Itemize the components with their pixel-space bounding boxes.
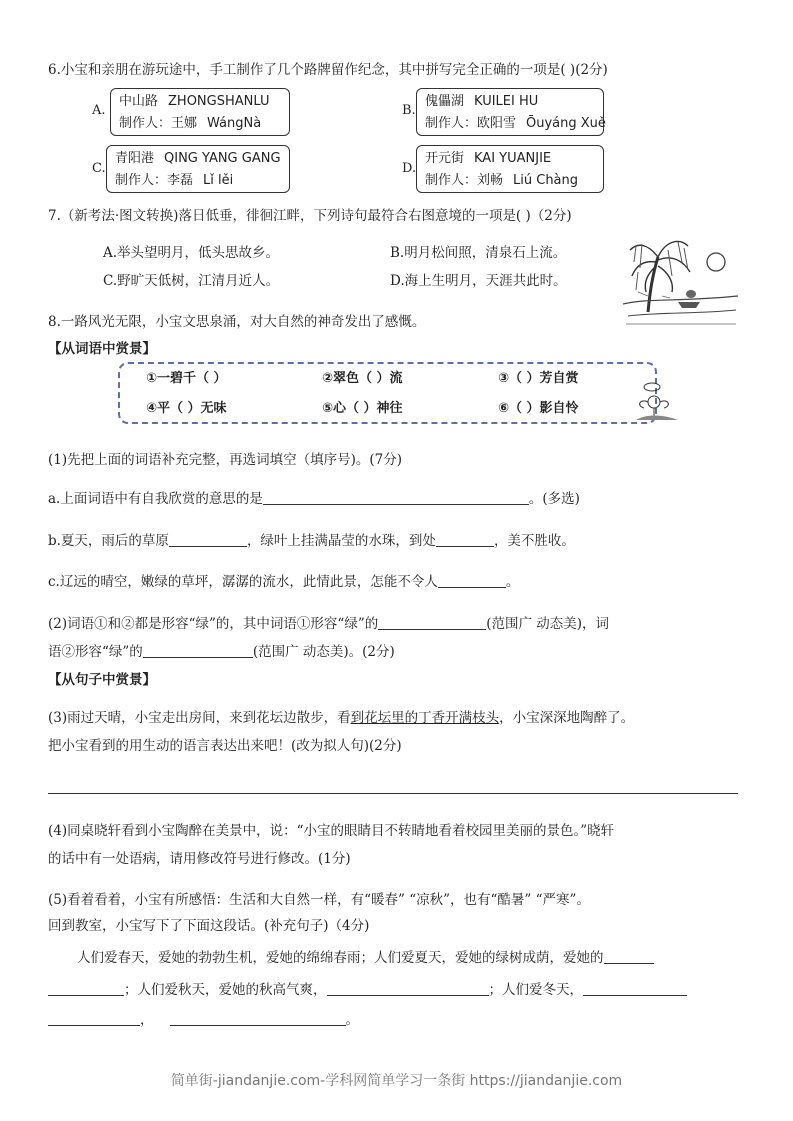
q8-part1-b [48,529,575,549]
paragraph-text: ；人们爱秋天，爱她的秋高气爽， [124,982,327,998]
section-heading-sentences: 【从句子中赏景】 [48,672,156,688]
q8-part1-c [48,570,519,590]
q8-part2-text1: (2)词语①和②都是形容“绿”的，其中词语①形容“绿”的 [48,616,379,632]
answer-line[interactable] [48,793,738,794]
q8-part2-text2: (范围广 动态美)，词 [486,616,610,632]
word-item-4: ④平（ ）无味 [146,401,227,416]
word-item-1: ①一碧千（ ） [146,371,227,386]
road-sign-d [416,145,604,193]
q8-stem: 8.一路风光无限，小宝文思泉涌，对大自然的神奇发出了感慨。 [48,314,426,330]
q8-part2-text4: (范围广 动态美)。(2分) [252,644,395,660]
answer-blank[interactable] [48,981,124,996]
sign-maker: 制作人：王娜 [119,116,198,131]
q8-part5-line3 [77,946,654,966]
flower-icon [632,380,682,424]
q8-part4-line1: (4)同桌晓轩看到小宝陶醉在美景中，说：“小宝的眼睛目不转睛地看着校园里美丽的景色。”晓轩 [48,823,615,839]
sign-pinyin: KAI YUANJIE [474,151,552,166]
sign-maker-pinyin: Liú Chàng [513,173,579,188]
road-sign-c [106,145,290,193]
word-item-6: ⑥（ ）影自怜 [498,401,579,416]
q8-part1-a [48,487,580,507]
q8-part5-line4 [48,978,687,998]
q8-part4-line2: 的话中有一处语病，请用修改符号进行修改。(1分) [48,851,351,867]
q8-part3-line1 [48,706,634,726]
sign-place: 中山路 [119,94,159,109]
q6-option-a-label: A. [92,103,106,118]
paragraph-text: 。 [345,1012,359,1028]
answer-blank[interactable] [436,532,494,547]
answer-blank[interactable] [583,981,687,996]
sign-pinyin: ZHONGSHANLU [168,94,270,109]
answer-blank[interactable] [143,643,253,658]
answer-blank[interactable] [604,949,654,964]
sign-place: 傀儡湖 [425,94,465,109]
q8-part1-c-text: c.辽远的晴空，嫩绿的草坪，潺潺的流水，此情此景，怎能不令人 [48,574,438,590]
q6-option-d-label: D. [402,161,417,176]
answer-blank[interactable] [263,490,529,505]
answer-blank[interactable] [48,1011,140,1026]
sign-maker-pinyin: Lǐ lěi [203,173,234,188]
q6-option-c-label: C. [92,161,106,176]
q8-part3-text2: ，小宝深深地陶醉了。 [499,710,635,726]
q8-part3-text1: (3)雨过天晴，小宝走出房间，来到花坛边散步，看 [48,710,351,726]
river-sunset-illustration [618,232,743,327]
underlined-sentence: 到花坛里的丁香开满枝头 [350,710,500,726]
answer-blank[interactable] [438,573,506,588]
road-sign-a [110,88,290,136]
answer-blank[interactable] [378,615,486,630]
q8-part1-c-end: 。 [505,574,520,590]
answer-blank[interactable] [169,532,247,547]
q8-part1-a-end: 。(多选) [528,491,580,507]
sign-maker-pinyin: Ōuyáng Xuě [526,116,606,131]
q8-part3-line2: 把小宝看到的用生动的语言表达出来吧！(改为拟人句)(2分) [48,738,402,754]
sign-place: 青阳港 [115,151,155,166]
q8-part1-b-text1: b.夏天，雨后的草原 [48,533,169,549]
q7-option-c: C.野旷天低树，江清月近人。 [103,273,280,289]
word-item-3: ③（ ）芳自赏 [498,371,579,386]
q8-part2-line2 [48,640,395,660]
paragraph-text: ；人们爱冬天， [488,982,583,998]
q6-option-b-label: B. [402,103,416,118]
word-item-5: ⑤心（ ）神往 [322,401,403,416]
q8-part5-line1: (5)看着看着，小宝有所感悟：生活和大自然一样，有“暖春” “凉秋”，也有“酷暑” “严寒”。 [48,892,590,908]
q8-part1-a-text: a.上面词语中有自我欣赏的意思的是 [48,491,263,507]
paragraph-text: 人们爱春天，爱她的勃勃生机，爱她的绵绵春雨；人们爱夏天，爱她的绿树成荫，爱她的 [77,950,604,966]
q8-part1: (1)先把上面的词语补充完整，再选词填空（填序号)。(7分) [48,452,403,468]
sign-pinyin: KUILEI HU [474,94,539,109]
q8-part5-line2: 回到教室，小宝写下了下面这段话。(补充句子)（4分) [48,918,370,934]
sign-maker: 制作人：李磊 [115,173,194,188]
road-sign-b [416,88,604,136]
word-item-2: ②翠色（ ）流 [322,371,403,386]
q7-stem: 7.（新考法·图文转换)落日低垂，徘徊江畔，下列诗句最符合右图意境的一项是( )（2分) [48,208,572,224]
q8-part1-b-text2: ，绿叶上挂满晶莹的水珠，到处 [246,533,436,549]
answer-blank[interactable] [327,981,489,996]
q6-stem: 6.小宝和亲朋在游玩途中，手工制作了几个路牌留作纪念，其中拼写完全正确的一项是( )(2分) [48,62,608,78]
q8-part2-text3: 语②形容“绿”的 [48,644,143,660]
sign-place: 开元街 [425,151,465,166]
q7-option-d: D.海上生明月，天涯共此时。 [390,273,567,289]
answer-blank[interactable] [170,1011,346,1026]
q8-part5-line5 [48,1008,359,1028]
sign-maker: 制作人：欧阳雪 [425,116,517,131]
section-heading-words: 【从词语中赏景】 [48,341,156,357]
sign-maker: 制作人：刘畅 [425,173,504,188]
sign-pinyin: QING YANG GANG [164,151,281,166]
q7-option-a: A.举头望明月，低头思故乡。 [103,245,280,261]
sign-maker-pinyin: WángNà [207,116,262,131]
q8-part1-b-text3: ，美不胜收。 [493,533,575,549]
q7-option-b: B.明月松间照，清泉石上流。 [390,245,567,261]
page-footer: 简单街-jiandanjie.com-学科网简单学习一条街 https://jiandanjie.com [170,1073,623,1089]
q8-part2-line1 [48,612,609,632]
paragraph-text: ， [140,1012,154,1028]
